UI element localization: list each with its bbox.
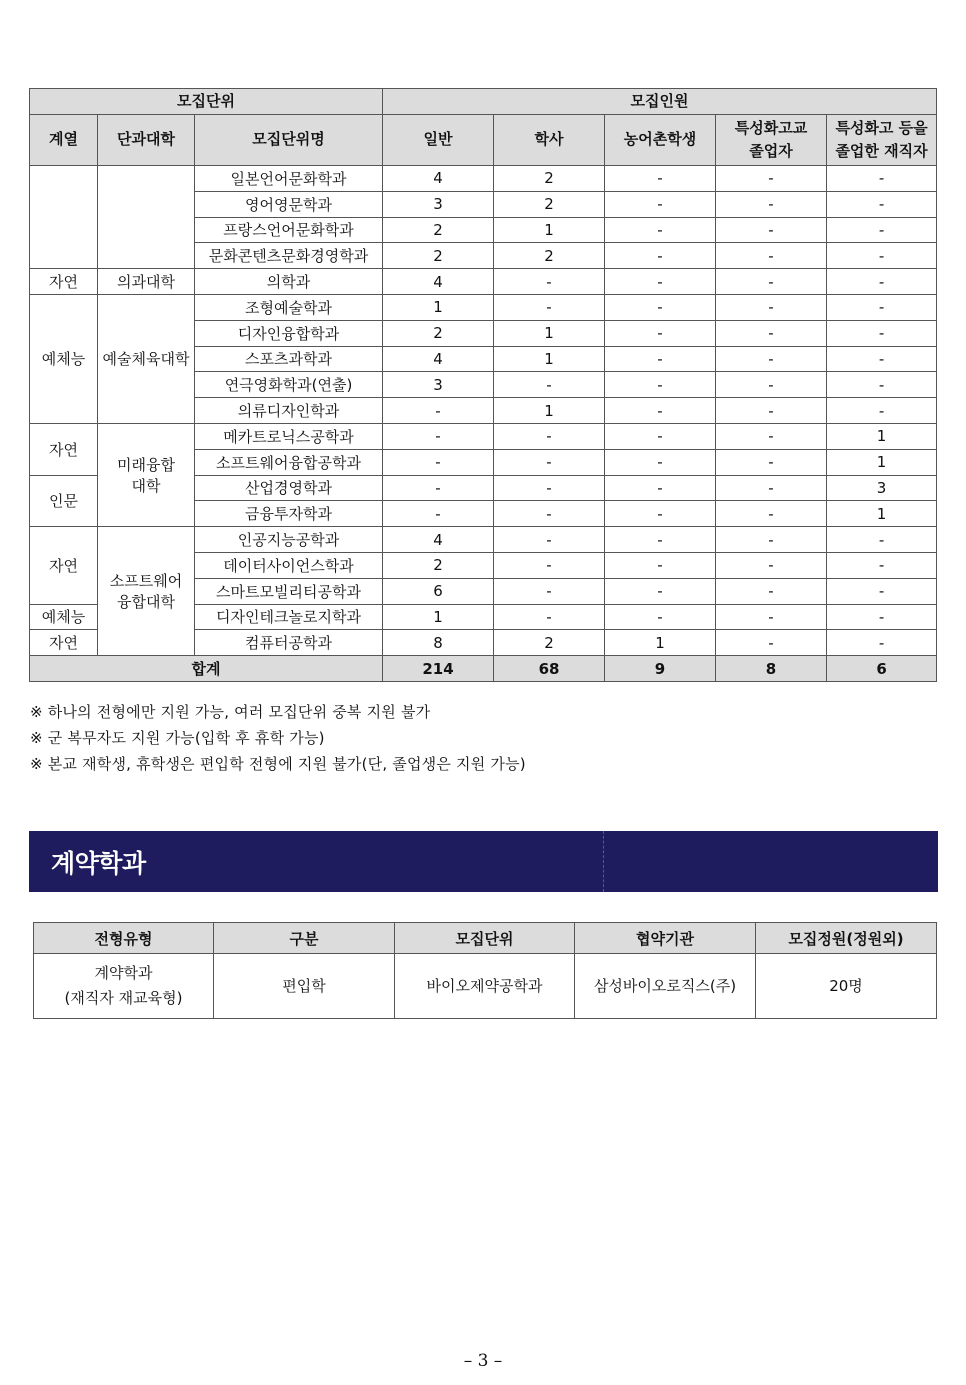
special-worker-cell: - [827,527,937,553]
general-cell: 6 [383,578,494,604]
bachelor-cell: - [494,604,605,630]
table-row [30,166,937,192]
dept-cell: 메카트로닉스공학과 [195,423,383,449]
rural-cell: - [605,423,716,449]
general-cell: 4 [383,166,494,192]
dept-cell: 연극영화학과(연출) [195,372,383,398]
bachelor-cell: 2 [494,191,605,217]
special-worker-cell: - [827,346,937,372]
header-unit: 모집단위 [30,89,383,115]
dept-cell: 디자인융합학과 [195,320,383,346]
special-worker-cell: - [827,191,937,217]
general-cell: 4 [383,346,494,372]
special-worker-cell: - [827,578,937,604]
table-row [30,423,937,449]
general-cell: 4 [383,527,494,553]
bachelor-cell: 2 [494,630,605,656]
rural-cell: - [605,243,716,269]
special-worker-cell: - [827,398,937,424]
bachelor-cell: 1 [494,320,605,346]
special-worker-cell: - [827,269,937,295]
dept-cell: 컴퓨터공학과 [195,630,383,656]
special-grad-cell: - [716,527,827,553]
special-grad-cell: - [716,166,827,192]
special-worker-cell: - [827,294,937,320]
bachelor-cell: 2 [494,166,605,192]
bachelor-cell: 1 [494,346,605,372]
quota-cell: 20명 [756,954,937,1019]
header-rural: 농어촌학생 [605,115,716,166]
header-special-worker: 특성화고 등을 졸업한 재직자 [827,115,937,166]
special-grad-cell: - [716,269,827,295]
header-college: 단과대학 [98,115,195,166]
general-cell: 2 [383,243,494,269]
college-cell: 소프트웨어 융합대학 [98,527,195,656]
field-cell: 인문 [30,475,98,527]
field-cell: 예체능 [30,294,98,423]
special-grad-cell: - [716,294,827,320]
category-cell: 편입학 [214,954,395,1019]
note-line: ※ 하나의 전형에만 지원 가능, 여러 모집단위 중복 지원 불가 [30,703,431,721]
bachelor-cell: - [494,294,605,320]
rural-cell: - [605,578,716,604]
rural-cell: - [605,217,716,243]
bachelor-cell: - [494,372,605,398]
general-cell: 2 [383,217,494,243]
table-row [34,954,937,1019]
header-quota: 모집인원 [383,89,937,115]
header-bachelor: 학사 [494,115,605,166]
special-worker-cell: 1 [827,501,937,527]
header-special-grad: 특성화고교 졸업자 [716,115,827,166]
rural-cell: - [605,320,716,346]
rural-cell: - [605,191,716,217]
general-cell: 2 [383,320,494,346]
bachelor-cell: - [494,578,605,604]
dept-cell: 디자인테크놀로지학과 [195,604,383,630]
header-quota: 모집정원(정원외) [756,923,937,954]
bachelor-cell: - [494,423,605,449]
total-special-grad: 8 [716,656,827,682]
dept-cell: 영어영문학과 [195,191,383,217]
total-general: 214 [383,656,494,682]
dept-cell: 문화콘텐츠문화경영학과 [195,243,383,269]
special-worker-cell: - [827,604,937,630]
table-row [30,269,937,295]
dept-cell: 조형예술학과 [195,294,383,320]
header-partner: 협약기관 [575,923,756,954]
rural-cell: - [605,294,716,320]
college-cell-blank [98,166,195,269]
special-worker-cell: - [827,243,937,269]
table-row [30,527,937,553]
total-label: 합계 [30,656,383,682]
dept-cell: 일본언어문화학과 [195,166,383,192]
field-cell: 자연 [30,630,98,656]
special-grad-cell: - [716,501,827,527]
contract-table [33,922,937,1019]
header-type: 전형유형 [34,923,214,954]
general-cell: 4 [383,269,494,295]
special-grad-cell: - [716,449,827,475]
total-row [30,656,937,682]
total-bachelor: 68 [494,656,605,682]
college-cell: 미래융합 대학 [98,423,195,526]
college-cell: 의과대학 [98,269,195,295]
special-worker-cell: 3 [827,475,937,501]
section-header-bar [29,831,938,892]
rural-cell: 1 [605,630,716,656]
college-cell: 예술체육대학 [98,294,195,423]
general-cell: - [383,449,494,475]
special-worker-cell: - [827,372,937,398]
bachelor-cell: - [494,475,605,501]
partner-cell: 삼성바이오로직스(주) [575,954,756,1019]
rural-cell: - [605,552,716,578]
dept-cell: 소프트웨어융합공학과 [195,449,383,475]
dept-cell: 금융투자학과 [195,501,383,527]
dept-cell: 의학과 [195,269,383,295]
general-cell: - [383,475,494,501]
rural-cell: - [605,475,716,501]
special-grad-cell: - [716,346,827,372]
section-divider [603,831,605,892]
general-cell: 8 [383,630,494,656]
special-worker-cell: - [827,552,937,578]
total-special-worker: 6 [827,656,937,682]
rural-cell: - [605,449,716,475]
special-worker-cell: - [827,217,937,243]
field-cell-blank [30,166,98,269]
bachelor-cell: - [494,552,605,578]
header-general: 일반 [383,115,494,166]
rural-cell: - [605,501,716,527]
rural-cell: - [605,372,716,398]
general-cell: - [383,398,494,424]
page-number: – 3 – [463,1351,503,1371]
bachelor-cell: - [494,449,605,475]
special-grad-cell: - [716,604,827,630]
special-grad-cell: - [716,552,827,578]
note-line: ※ 군 복무자도 지원 가능(입학 후 휴학 가능) [30,729,325,747]
general-cell: - [383,501,494,527]
bachelor-cell: - [494,269,605,295]
general-cell: 3 [383,191,494,217]
bachelor-cell: - [494,527,605,553]
dept-cell: 스마트모빌리티공학과 [195,578,383,604]
special-worker-cell: 1 [827,449,937,475]
dept-cell: 스포츠과학과 [195,346,383,372]
section-title: 계약학과 [51,849,146,878]
bachelor-cell: 2 [494,243,605,269]
special-worker-cell: 1 [827,423,937,449]
bachelor-cell: 1 [494,217,605,243]
special-worker-cell: - [827,166,937,192]
header-dept: 모집단위명 [195,115,383,166]
special-grad-cell: - [716,423,827,449]
general-cell: - [383,423,494,449]
special-grad-cell: - [716,217,827,243]
field-cell: 예체능 [30,604,98,630]
special-grad-cell: - [716,398,827,424]
dept-cell: 의류디자인학과 [195,398,383,424]
type-cell: 계약학과 (재직자 재교육형) [34,954,214,1019]
notes [30,699,526,777]
special-worker-cell: - [827,320,937,346]
unit-cell: 바이오제약공학과 [395,954,575,1019]
dept-cell: 산업경영학과 [195,475,383,501]
general-cell: 3 [383,372,494,398]
special-grad-cell: - [716,243,827,269]
special-grad-cell: - [716,372,827,398]
special-grad-cell: - [716,320,827,346]
rural-cell: - [605,166,716,192]
rural-cell: - [605,398,716,424]
rural-cell: - [605,604,716,630]
special-grad-cell: - [716,191,827,217]
field-cell: 자연 [30,527,98,604]
special-grad-cell: - [716,578,827,604]
dept-cell: 프랑스언어문화학과 [195,217,383,243]
special-worker-cell: - [827,630,937,656]
rural-cell: - [605,346,716,372]
total-rural: 9 [605,656,716,682]
general-cell: 2 [383,552,494,578]
note-line: ※ 본교 재학생, 휴학생은 편입학 전형에 지원 불가(단, 졸업생은 지원 가능) [30,755,526,773]
field-cell: 자연 [30,423,98,475]
rural-cell: - [605,527,716,553]
general-cell: 1 [383,604,494,630]
header-category: 구분 [214,923,395,954]
dept-cell: 데이터사이언스학과 [195,552,383,578]
rural-cell: - [605,269,716,295]
dept-cell: 인공지능공학과 [195,527,383,553]
bachelor-cell: - [494,501,605,527]
special-grad-cell: - [716,630,827,656]
header-field: 계열 [30,115,98,166]
general-cell: 1 [383,294,494,320]
table-row [30,294,937,320]
recruitment-table [29,88,937,682]
header-unit: 모집단위 [395,923,575,954]
field-cell: 자연 [30,269,98,295]
bachelor-cell: 1 [494,398,605,424]
special-grad-cell: - [716,475,827,501]
